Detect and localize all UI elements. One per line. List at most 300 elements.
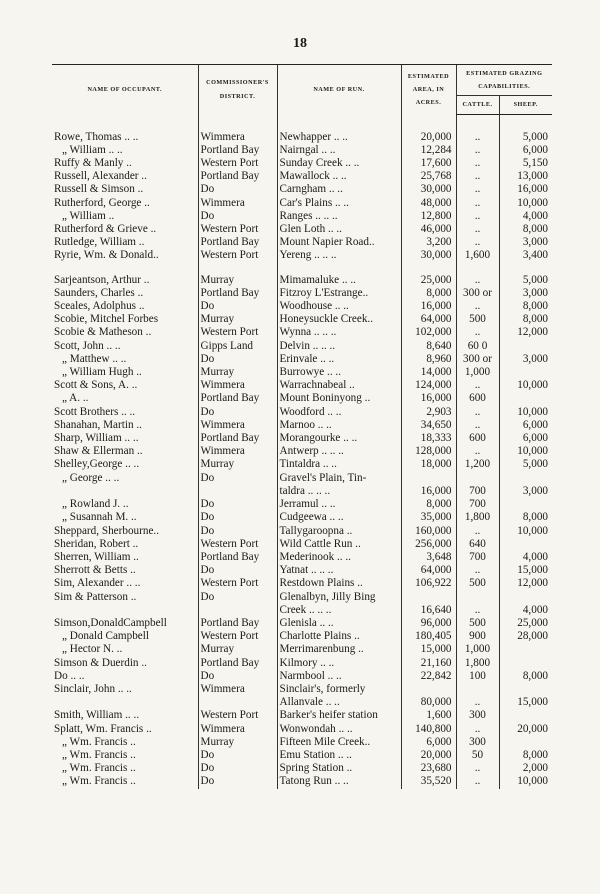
cell-cattle: .. (456, 604, 499, 617)
cell-cattle: 60 0 (456, 340, 499, 353)
cell-run: Merrimarenbung .. (277, 643, 401, 656)
cell-cattle: 300 or (456, 353, 499, 366)
cell-district (198, 604, 277, 617)
cell-run: Yatnat .. .. .. (277, 564, 401, 577)
cell-occupant: Rutherford, George .. (54, 196, 150, 209)
cell-occupant: Simson & Duerdin .. (54, 656, 147, 669)
cell-sheep: 12,000 (499, 326, 552, 339)
cell-cattle: .. (456, 406, 499, 419)
table-row (52, 379, 552, 392)
table-row (52, 353, 552, 366)
cell-cattle: .. (456, 525, 499, 538)
cell-sheep: 3,000 (499, 485, 552, 498)
cell-sheep: 6,000 (499, 419, 552, 432)
cell-cattle: 300 (456, 736, 499, 749)
cell-cattle: 50 (456, 749, 499, 762)
cell-occupant: Rowe, Thomas .. .. (54, 130, 139, 143)
cell-area: 16,000 (401, 300, 456, 313)
cell-occupant: Shelley,George .. .. (54, 458, 140, 471)
cell-sheep: 10,000 (499, 379, 552, 392)
cell-run: Wonwondah .. .. (277, 723, 401, 736)
cell-sheep: 3,000 (499, 287, 552, 300)
table-row (52, 564, 552, 577)
cell-occupant: Sheppard, Sherbourne.. (54, 524, 160, 537)
cell-cattle: .. (456, 723, 499, 736)
cell-sheep: 3,000 (499, 353, 552, 366)
cell-cattle: .. (456, 131, 499, 144)
cell-occupant: Sherren, William .. (54, 550, 139, 563)
table-row (52, 723, 552, 736)
cell-district: Do (198, 762, 277, 775)
cell-area: 64,000 (401, 564, 456, 577)
table-row (52, 300, 552, 313)
cell-area: 8,640 (401, 340, 456, 353)
cell-area: 35,520 (401, 775, 456, 788)
cell-area: 160,000 (401, 525, 456, 538)
cell-run: Glenisla .. .. (277, 617, 401, 630)
cell-district: Do (198, 775, 277, 788)
cell-district: Do (198, 749, 277, 762)
cell-area: 35,000 (401, 511, 456, 524)
cell-area: 8,000 (401, 498, 456, 511)
cell-district: Do (198, 511, 277, 524)
table-row (52, 525, 552, 538)
cell-run: Wynna .. .. .. (277, 326, 401, 339)
cell-occupant: „ Susannah M. .. (62, 511, 137, 524)
cell-district: Portland Bay (198, 170, 277, 183)
cell-sheep: 10,000 (499, 406, 552, 419)
cell-run: Car's Plains .. .. (277, 197, 401, 210)
cell-district: Wimmera (198, 683, 277, 696)
cell-run: Ranges .. .. .. (277, 210, 401, 223)
cell-run: Nairngal .. .. (277, 144, 401, 157)
cell-run: Tatong Run .. .. (277, 775, 401, 788)
cell-district: Do (198, 670, 277, 683)
cell-area: 25,768 (401, 170, 456, 183)
cell-area: 102,000 (401, 326, 456, 339)
cell-area: 12,284 (401, 144, 456, 157)
cell-occupant: Scott, John .. .. (54, 339, 121, 352)
cell-run: Mederinook .. .. (277, 551, 401, 564)
cell-cattle: 1,800 (456, 511, 499, 524)
cell-area: 16,640 (401, 604, 456, 617)
cell-area: 20,000 (401, 749, 456, 762)
cell-district: Do (198, 472, 277, 485)
cell-cattle: 100 (456, 670, 499, 683)
cell-occupant: „ Matthew .. .. (62, 352, 127, 365)
cell-sheep: 8,000 (499, 300, 552, 313)
cell-area (401, 683, 456, 696)
cell-area: 15,000 (401, 643, 456, 656)
table-row (52, 287, 552, 300)
cell-cattle: .. (456, 210, 499, 223)
cell-area: 3,648 (401, 551, 456, 564)
cell-district (198, 696, 277, 709)
cell-cattle (456, 683, 499, 696)
cell-run: Yereng .. .. .. (277, 249, 401, 262)
cell-sheep: 4,000 (499, 210, 552, 223)
table-row (52, 432, 552, 445)
page-number: 18 (293, 36, 307, 51)
table-row (52, 577, 552, 590)
cell-sheep (499, 392, 552, 405)
cell-district: Do (198, 591, 277, 604)
cell-area: 20,000 (401, 131, 456, 144)
cell-area: 96,000 (401, 617, 456, 630)
table-row (52, 485, 552, 498)
cell-occupant: Sarjeantson, Arthur .. (54, 273, 150, 286)
cell-occupant: Scobie & Matheson .. (54, 326, 152, 339)
cell-district: Western Port (198, 538, 277, 551)
cell-area: 14,000 (401, 366, 456, 379)
cell-area: 6,000 (401, 736, 456, 749)
cell-run: Kilmory .. .. (277, 657, 401, 670)
cell-sheep: 25,000 (499, 617, 552, 630)
cell-district: Murray (198, 643, 277, 656)
header-area: ESTIMATED AREA, IN ACRES. (401, 65, 456, 115)
cell-occupant: „ Hector N. .. (62, 643, 123, 656)
cell-cattle: 640 (456, 538, 499, 551)
cell-district: Portland Bay (198, 392, 277, 405)
cell-district: Wimmera (198, 379, 277, 392)
cell-district: Do (198, 353, 277, 366)
cell-sheep: 8,000 (499, 670, 552, 683)
cell-district: Murray (198, 458, 277, 471)
table-row (52, 326, 552, 339)
cell-occupant: Smith, William .. .. (54, 709, 140, 722)
cell-cattle: 500 (456, 617, 499, 630)
cell-sheep (499, 683, 552, 696)
cell-cattle: 900 (456, 630, 499, 643)
cell-occupant: „ Donald Campbell (62, 630, 149, 643)
table-row (52, 498, 552, 511)
cell-area: 106,922 (401, 577, 456, 590)
cell-occupant: Shaw & Ellerman .. (54, 445, 143, 458)
cell-occupant: Russell, Alexander .. (54, 170, 147, 183)
cell-area: 22,842 (401, 670, 456, 683)
cell-sheep: 10,000 (499, 445, 552, 458)
cell-cattle: .. (456, 379, 499, 392)
cell-cattle: .. (456, 762, 499, 775)
cell-district: Western Port (198, 249, 277, 262)
cell-cattle: .. (456, 696, 499, 709)
cell-cattle: .. (456, 223, 499, 236)
table-row (52, 657, 552, 670)
cell-run: Woodhouse .. .. (277, 300, 401, 313)
cell-run: Allanvale .. .. (277, 696, 401, 709)
table-row (52, 736, 552, 749)
cell-district (198, 485, 277, 498)
cell-district: Murray (198, 736, 277, 749)
runs-table-container (52, 64, 552, 789)
table-row (52, 511, 552, 524)
table-row (52, 643, 552, 656)
cell-area: 8,960 (401, 353, 456, 366)
cell-run: Woodford .. .. (277, 406, 401, 419)
cell-sheep: 6,000 (499, 432, 552, 445)
table-row (52, 670, 552, 683)
table-row (52, 366, 552, 379)
cell-sheep (499, 709, 552, 722)
cell-area: 12,800 (401, 210, 456, 223)
cell-run: Mount Napier Road.. (277, 236, 401, 249)
cell-sheep: 10,000 (499, 525, 552, 538)
cell-occupant: Russell & Simson .. (54, 183, 144, 196)
cell-occupant: Saunders, Charles .. (54, 286, 144, 299)
cell-area: 80,000 (401, 696, 456, 709)
cell-district: Murray (198, 313, 277, 326)
cell-area: 16,000 (401, 392, 456, 405)
cell-run: taldra .. .. .. (277, 485, 401, 498)
cell-occupant: „ Rowland J. .. (62, 498, 129, 511)
cell-occupant: „ Wm. Francis .. (62, 735, 136, 748)
cell-sheep (499, 340, 552, 353)
cell-area: 140,800 (401, 723, 456, 736)
row-gap (52, 263, 552, 274)
cell-occupant: Sceales, Adolphus .. (54, 300, 145, 313)
cell-sheep (499, 366, 552, 379)
cell-area: 48,000 (401, 197, 456, 210)
cell-cattle: 1,200 (456, 458, 499, 471)
table-row (52, 458, 552, 471)
cell-run: Mimamaluke .. .. (277, 274, 401, 287)
header-district: COMMISSIONER'S DISTRICT. (198, 65, 277, 115)
cell-cattle (456, 472, 499, 485)
cell-sheep: 5,150 (499, 157, 552, 170)
table-row (52, 197, 552, 210)
cell-area (401, 591, 456, 604)
cell-district: Do (198, 564, 277, 577)
table-row (52, 551, 552, 564)
cell-cattle: 1,600 (456, 249, 499, 262)
cell-occupant: Do .. .. (54, 669, 85, 682)
table-row (52, 183, 552, 196)
table-row (52, 472, 552, 485)
cell-district: Do (198, 300, 277, 313)
cell-occupant: Ryrie, Wm. & Donald.. (54, 249, 159, 262)
table-row (52, 223, 552, 236)
cell-sheep: 4,000 (499, 551, 552, 564)
cell-run: Gravel's Plain, Tin- (277, 472, 401, 485)
cell-cattle: .. (456, 183, 499, 196)
table-row (52, 617, 552, 630)
cell-sheep: 10,000 (499, 775, 552, 788)
runs-table (52, 64, 552, 789)
cell-occupant: Sim, Alexander .. .. (54, 577, 141, 590)
cell-occupant: Sim & Patterson .. (54, 590, 137, 603)
cell-run: Burrowye .. .. (277, 366, 401, 379)
cell-district: Western Port (198, 709, 277, 722)
table-row (52, 775, 552, 788)
cell-run: Warrachnabeal .. (277, 379, 401, 392)
cell-district: Western Port (198, 577, 277, 590)
cell-cattle: .. (456, 197, 499, 210)
cell-occupant: „ A. .. (62, 392, 89, 405)
cell-district: Portland Bay (198, 432, 277, 445)
cell-cattle: 1,000 (456, 366, 499, 379)
table-row (52, 170, 552, 183)
cell-occupant: Splatt, Wm. Francis .. (54, 722, 152, 735)
cell-occupant: „ Wm. Francis .. (62, 748, 136, 761)
cell-occupant: Rutherford & Grieve .. (54, 223, 157, 236)
cell-cattle: 700 (456, 498, 499, 511)
cell-district: Wimmera (198, 445, 277, 458)
cell-district: Portland Bay (198, 236, 277, 249)
table-row (52, 313, 552, 326)
cell-area: 16,000 (401, 485, 456, 498)
cell-area: 124,000 (401, 379, 456, 392)
cell-run: Restdown Plains .. (277, 577, 401, 590)
cell-occupant (52, 696, 198, 709)
cell-sheep: 5,000 (499, 131, 552, 144)
cell-occupant: Sheridan, Robert .. (54, 537, 139, 550)
cell-district: Portland Bay (198, 144, 277, 157)
cell-occupant: „ William .. .. (62, 143, 123, 156)
table-row (52, 630, 552, 643)
cell-cattle: .. (456, 419, 499, 432)
cell-sheep: 13,000 (499, 170, 552, 183)
cell-district: Gipps Land (198, 340, 277, 353)
cell-sheep: 5,000 (499, 274, 552, 287)
cell-run: Sinclair's, formerly (277, 683, 401, 696)
cell-cattle: .. (456, 170, 499, 183)
cell-area: 23,680 (401, 762, 456, 775)
cell-sheep: 3,000 (499, 236, 552, 249)
table-row (52, 538, 552, 551)
cell-run: Newhapper .. .. (277, 131, 401, 144)
cell-run: Fifteen Mile Creek.. (277, 736, 401, 749)
cell-cattle: 500 (456, 577, 499, 590)
cell-sheep: 15,000 (499, 696, 552, 709)
cell-district: Western Port (198, 223, 277, 236)
cell-district: Western Port (198, 326, 277, 339)
cell-occupant: Shanahan, Martin .. (54, 418, 142, 431)
cell-sheep (499, 736, 552, 749)
cell-cattle: 300 or (456, 287, 499, 300)
cell-area: 46,000 (401, 223, 456, 236)
cell-occupant: „ William Hugh .. (62, 366, 142, 379)
cell-occupant: Sherrott & Betts .. (54, 564, 136, 577)
cell-district: Portland Bay (198, 617, 277, 630)
cell-run: Antwerp .. .. .. (277, 445, 401, 458)
cell-run: Carngham .. .. (277, 183, 401, 196)
cell-district: Wimmera (198, 131, 277, 144)
cell-area: 64,000 (401, 313, 456, 326)
cell-run: Spring Station .. (277, 762, 401, 775)
table-row (52, 236, 552, 249)
cell-area: 30,000 (401, 183, 456, 196)
cell-cattle: .. (456, 236, 499, 249)
table-body (52, 131, 552, 789)
table-row (52, 749, 552, 762)
header-sheep: SHEEP. (499, 96, 552, 114)
cell-occupant: Sharp, William .. .. (54, 432, 139, 445)
cell-occupant: Scott Brothers .. .. (54, 405, 136, 418)
cell-cattle: .. (456, 300, 499, 313)
cell-cattle: .. (456, 157, 499, 170)
table-row (52, 419, 552, 432)
cell-district: Wimmera (198, 723, 277, 736)
cell-occupant: Sinclair, John .. .. (54, 682, 132, 695)
cell-run: Mawallock .. .. (277, 170, 401, 183)
cell-cattle: 600 (456, 392, 499, 405)
cell-cattle: 1,000 (456, 643, 499, 656)
cell-sheep: 8,000 (499, 511, 552, 524)
cell-sheep: 5,000 (499, 458, 552, 471)
cell-cattle: 700 (456, 551, 499, 564)
header-cattle: CATTLE. (456, 96, 499, 114)
cell-sheep (499, 643, 552, 656)
cell-run: Narmbool .. .. (277, 670, 401, 683)
cell-occupant: Simson,DonaldCampbell (54, 616, 167, 629)
cell-district: Murray (198, 274, 277, 287)
cell-area: 18,333 (401, 432, 456, 445)
cell-run: Marnoo .. .. (277, 419, 401, 432)
cell-district: Western Port (198, 157, 277, 170)
cell-cattle: 600 (456, 432, 499, 445)
cell-occupant: Scobie, Mitchel Forbes (54, 313, 159, 326)
cell-run: Barker's heifer station (277, 709, 401, 722)
cell-area: 1,600 (401, 709, 456, 722)
cell-cattle: .. (456, 564, 499, 577)
cell-district: Do (198, 210, 277, 223)
cell-occupant: „ Wm. Francis .. (62, 775, 136, 788)
cell-sheep (499, 657, 552, 670)
cell-district: Wimmera (198, 419, 277, 432)
cell-run: Wild Cattle Run .. (277, 538, 401, 551)
cell-sheep: 6,000 (499, 144, 552, 157)
cell-area: 3,200 (401, 236, 456, 249)
cell-cattle: 1,800 (456, 657, 499, 670)
cell-cattle: .. (456, 144, 499, 157)
table-row (52, 210, 552, 223)
cell-sheep: 20,000 (499, 723, 552, 736)
table-row (52, 131, 552, 144)
cell-area: 34,650 (401, 419, 456, 432)
cell-occupant: Rutledge, William .. (54, 236, 145, 249)
table-row (52, 249, 552, 262)
cell-district: Western Port (198, 630, 277, 643)
cell-occupant (52, 604, 198, 617)
table-row (52, 274, 552, 287)
cell-run: Tintaldra .. .. (277, 458, 401, 471)
cell-sheep: 8,000 (499, 223, 552, 236)
cell-sheep: 15,000 (499, 564, 552, 577)
cell-occupant: Scott & Sons, A. .. (54, 379, 138, 392)
cell-run: Mount Boninyong .. (277, 392, 401, 405)
cell-run: Morangourke .. .. (277, 432, 401, 445)
cell-district: Portland Bay (198, 287, 277, 300)
cell-cattle: .. (456, 775, 499, 788)
cell-sheep (499, 538, 552, 551)
cell-sheep (499, 591, 552, 604)
cell-area: 256,000 (401, 538, 456, 551)
table-row (52, 392, 552, 405)
cell-run: Delvin .. .. .. (277, 340, 401, 353)
cell-district: Do (198, 183, 277, 196)
table-row (52, 683, 552, 696)
cell-run: Fitzroy L'Estrange.. (277, 287, 401, 300)
cell-run: Emu Station .. .. (277, 749, 401, 762)
table-row (52, 709, 552, 722)
cell-sheep: 3,400 (499, 249, 552, 262)
cell-district: Murray (198, 366, 277, 379)
cell-district: Portland Bay (198, 657, 277, 670)
cell-cattle: 300 (456, 709, 499, 722)
cell-cattle (456, 591, 499, 604)
cell-run: Tallygaroopna .. (277, 525, 401, 538)
table-row (52, 696, 552, 709)
